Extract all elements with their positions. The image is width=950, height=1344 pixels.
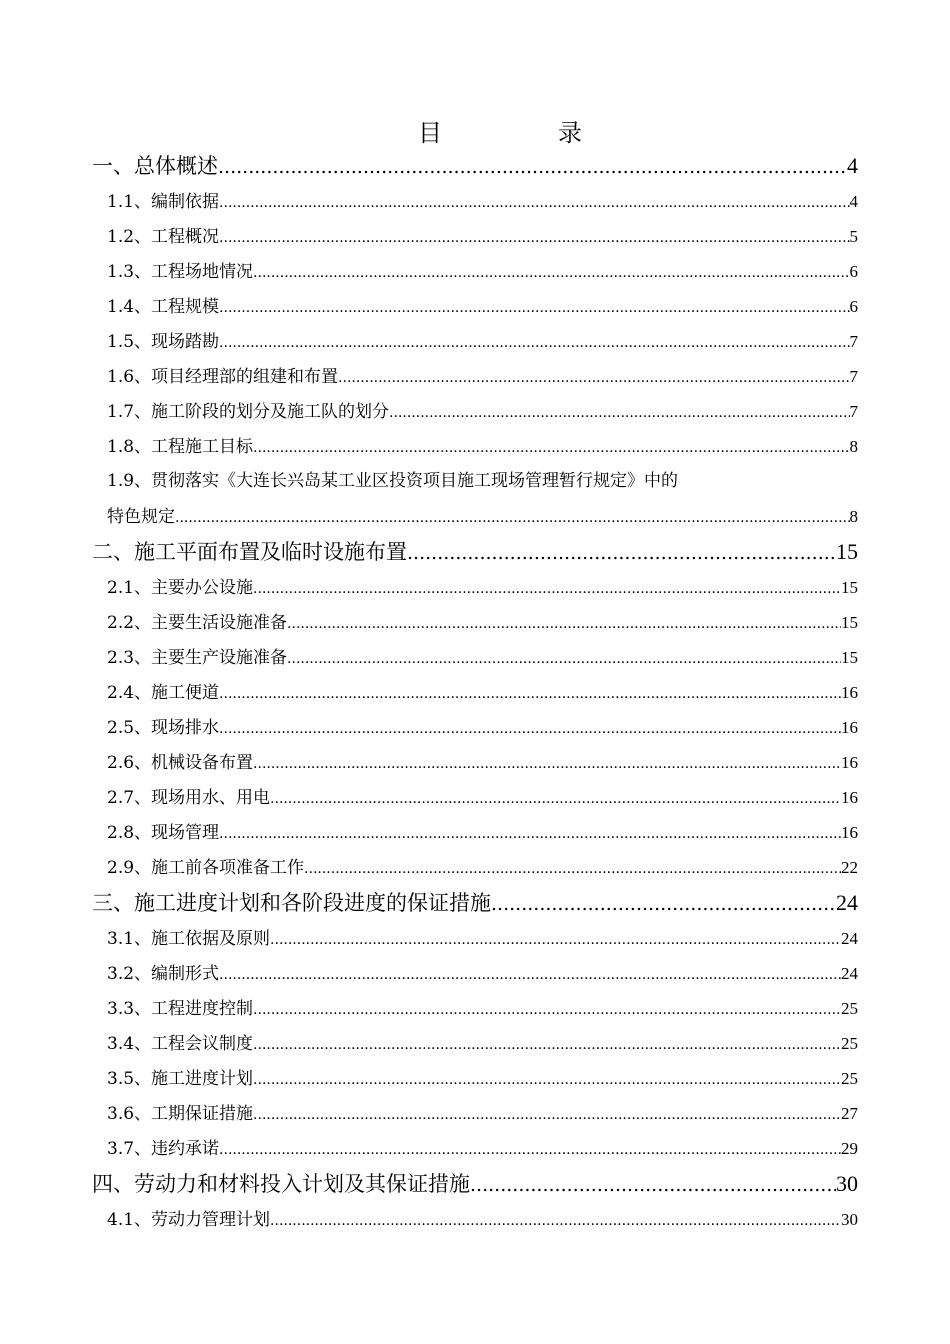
toc-section-entry[interactable]	[0, 219, 950, 254]
toc-section-entry[interactable]	[0, 1096, 950, 1131]
toc-entry-text: 3.4、工程会议制度	[107, 1034, 254, 1054]
dot-leader	[253, 992, 841, 1028]
dot-leader	[270, 1203, 841, 1239]
dot-leader	[253, 746, 841, 782]
toc-section-entry[interactable]	[0, 921, 950, 956]
dot-leader	[338, 360, 849, 396]
toc-entry-text: 3.2、编制形式	[107, 964, 220, 984]
toc-entry-text: 1.6、项目经理部的组建和布置	[107, 367, 339, 387]
toc-page-number: 15	[841, 613, 858, 632]
toc-section-entry[interactable]	[0, 640, 950, 675]
toc-section-entry[interactable]	[0, 429, 950, 464]
toc-page-number: 8	[849, 437, 858, 456]
dot-leader	[253, 255, 849, 291]
toc-entry-text: 1.1、编制依据	[107, 192, 220, 212]
dot-leader	[253, 430, 849, 466]
dot-leader	[219, 185, 849, 221]
toc-section-entry[interactable]	[0, 359, 950, 394]
toc-page-number: 24	[841, 964, 858, 983]
table-of-contents	[0, 148, 950, 1237]
toc-entry-text: 4.1、劳动力管理计划	[107, 1210, 271, 1230]
toc-page-number: 6	[849, 297, 858, 316]
toc-entry[interactable]	[0, 464, 950, 499]
toc-page-number: 16	[841, 788, 858, 807]
toc-entry-text: 1.3、工程场地情况	[107, 262, 254, 282]
toc-section-entry[interactable]	[0, 675, 950, 710]
toc-page-number: 30	[836, 1171, 858, 1196]
dot-leader	[219, 220, 849, 256]
toc-chapter-entry[interactable]	[0, 148, 950, 184]
toc-entry-text: 二、施工平面布置及临时设施布置	[92, 540, 407, 564]
toc-title-char-2: 录	[558, 119, 582, 147]
toc-entry-text: 四、劳动力和材料投入计划及其保证措施	[92, 1172, 470, 1196]
toc-section-entry[interactable]	[0, 1026, 950, 1061]
dot-leader	[218, 148, 847, 185]
toc-entry-text: 三、施工进度计划和各阶段进度的保证措施	[92, 891, 491, 915]
dot-leader	[491, 885, 836, 922]
toc-chapter-entry[interactable]	[0, 1166, 950, 1202]
toc-entry-text: 2.3、主要生产设施准备	[107, 648, 288, 668]
toc-entry-text: 一、总体概述	[92, 154, 218, 178]
dot-leader	[219, 957, 841, 993]
toc-page-number: 6	[849, 262, 858, 281]
toc-page-number: 30	[841, 1210, 858, 1229]
dot-leader	[253, 1027, 841, 1063]
toc-entry-text: 2.2、主要生活设施准备	[107, 613, 288, 633]
toc-title-char-1: 目	[418, 119, 442, 147]
dot-leader	[407, 534, 836, 571]
dot-leader	[175, 500, 850, 536]
toc-entry-text: 3.5、施工进度计划	[107, 1069, 254, 1089]
dot-leader	[219, 290, 849, 326]
toc-entry-text: 3.3、工程进度控制	[107, 999, 254, 1019]
toc-page-number: 16	[841, 718, 858, 737]
toc-section-entry[interactable]	[0, 745, 950, 780]
toc-page-number: 24	[836, 890, 858, 915]
toc-entry-text: 2.5、现场排水	[107, 718, 220, 738]
toc-section-entry[interactable]	[0, 289, 950, 324]
toc-entry-text: 2.7、现场用水、用电	[107, 788, 271, 808]
toc-entry-text: 1.8、工程施工目标	[107, 437, 254, 457]
toc-section-entry[interactable]	[0, 850, 950, 885]
toc-entry-text: 2.6、机械设备布置	[107, 753, 254, 773]
dot-leader	[470, 1166, 836, 1203]
toc-entry-text: 1.9、贯彻落实《大连长兴岛某工业区投资项目施工现场管理暂行规定》中的	[107, 471, 679, 491]
dot-leader	[219, 676, 841, 712]
dot-leader	[253, 1062, 841, 1098]
dot-leader	[219, 325, 849, 361]
toc-section-entry[interactable]	[0, 780, 950, 815]
toc-section-entry[interactable]	[0, 710, 950, 745]
toc-entry-text: 1.7、施工阶段的划分及施工队的划分	[107, 402, 390, 422]
toc-chapter-entry[interactable]	[0, 885, 950, 921]
toc-title	[0, 113, 950, 153]
toc-page-number: 4	[849, 192, 858, 211]
toc-entry-text: 2.4、施工便道	[107, 683, 220, 703]
toc-entry-text: 1.5、现场踏勘	[107, 332, 220, 352]
dot-leader	[253, 1097, 841, 1133]
toc-section-entry[interactable]	[0, 815, 950, 850]
dot-leader	[270, 781, 841, 817]
toc-section-entry[interactable]	[0, 605, 950, 640]
toc-section-entry[interactable]	[0, 991, 950, 1026]
dot-leader	[219, 1132, 841, 1168]
toc-entry-text: 3.7、违约承诺	[107, 1139, 220, 1159]
toc-page-number: 4	[847, 153, 858, 178]
toc-entry-text: 1.4、工程规模	[107, 297, 220, 317]
toc-entry-text: 3.1、施工依据及原则	[107, 929, 271, 949]
toc-page-number: 8	[849, 507, 858, 526]
toc-entry-text: 2.8、现场管理	[107, 823, 220, 843]
toc-section-entry[interactable]	[0, 324, 950, 359]
toc-entry-continuation[interactable]	[0, 499, 950, 534]
toc-page-number: 15	[836, 539, 858, 564]
dot-leader	[270, 922, 841, 958]
toc-entry-text: 3.6、工期保证措施	[107, 1104, 254, 1124]
toc-section-entry[interactable]	[0, 1061, 950, 1096]
dot-leader	[304, 851, 841, 887]
dot-leader	[287, 606, 841, 642]
dot-leader	[219, 816, 841, 852]
toc-page-number: 7	[849, 332, 858, 351]
toc-page-number: 22	[841, 858, 858, 877]
toc-page-number: 15	[841, 578, 858, 597]
toc-page-number: 5	[849, 227, 858, 246]
toc-page-number: 25	[841, 999, 858, 1018]
toc-page-number: 16	[841, 753, 858, 772]
toc-section-entry[interactable]	[0, 956, 950, 991]
dot-leader	[253, 571, 841, 607]
toc-section-entry[interactable]	[0, 1131, 950, 1166]
toc-chapter-entry[interactable]	[0, 534, 950, 570]
toc-page-number: 7	[849, 367, 858, 386]
toc-page-number: 16	[841, 823, 858, 842]
toc-section-entry[interactable]	[0, 1202, 950, 1237]
toc-page-number: 25	[841, 1034, 858, 1053]
toc-page-number: 29	[841, 1139, 858, 1158]
toc-entry-text: 2.9、施工前各项准备工作	[107, 858, 305, 878]
dot-leader	[287, 641, 841, 677]
toc-entry-text: 特色规定	[107, 507, 175, 527]
toc-section-entry[interactable]	[0, 394, 950, 429]
toc-page-number: 27	[841, 1104, 858, 1123]
toc-page-number: 15	[841, 648, 858, 667]
toc-section-entry[interactable]	[0, 570, 950, 605]
dot-leader	[219, 711, 841, 747]
toc-section-entry[interactable]	[0, 184, 950, 219]
dot-leader	[389, 395, 849, 431]
toc-page-number: 24	[841, 929, 858, 948]
toc-page-number: 25	[841, 1069, 858, 1088]
toc-entry-text: 1.2、工程概况	[107, 227, 220, 247]
toc-page-number: 7	[849, 402, 858, 421]
toc-entry-text: 2.1、主要办公设施	[107, 578, 254, 598]
toc-page-number: 16	[841, 683, 858, 702]
toc-section-entry[interactable]	[0, 254, 950, 289]
